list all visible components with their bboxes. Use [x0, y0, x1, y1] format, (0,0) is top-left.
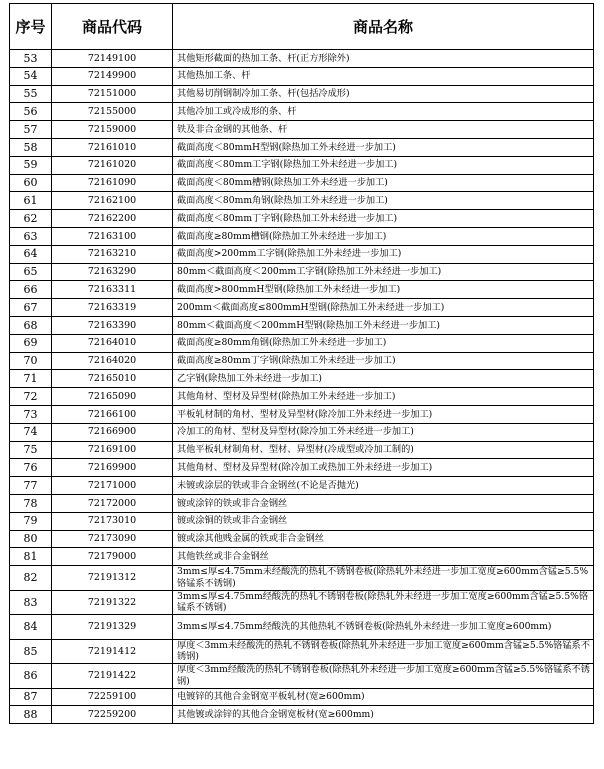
row-name: 3mm≤厚≤4.75mm未经酸洗的热轧不锈钢卷板(除热轧外未经进一步加工宽度≥600mm含锰≥5.5%铬锰系不锈钢)	[173, 566, 594, 591]
row-name: 截面高度＜80mm工字钢(除热加工外未经进一步加工)	[173, 156, 594, 174]
row-code: 72191329	[52, 615, 173, 640]
row-code: 72259100	[52, 688, 173, 706]
row-number: 61	[10, 192, 52, 210]
row-name: 镀或涂其他贱金属的铁或非合金钢丝	[173, 530, 594, 548]
row-name: 其他镀或涂锌的其他合金钢宽板材(宽≥600mm)	[173, 706, 594, 724]
commodity-table-wrapper	[9, 3, 594, 724]
table-row	[10, 423, 594, 441]
table-row	[10, 245, 594, 263]
row-code: 72173010	[52, 512, 173, 530]
table-row	[10, 67, 594, 85]
table-row	[10, 352, 594, 370]
row-code: 72179000	[52, 548, 173, 566]
row-number: 54	[10, 67, 52, 85]
row-name: 3mm≤厚≤4.75mm经酸洗的热轧不锈钢卷板(除热轧外未经进一步加工宽度≥600mm含锰≥5.5%铬锰系不锈钢)	[173, 590, 594, 615]
row-code: 72163390	[52, 316, 173, 334]
table-row	[10, 103, 594, 121]
row-code: 72163311	[52, 281, 173, 299]
row-number: 74	[10, 423, 52, 441]
row-number: 70	[10, 352, 52, 370]
row-code: 72191412	[52, 639, 173, 664]
commodity-table	[9, 3, 594, 724]
row-number: 57	[10, 121, 52, 139]
row-number: 84	[10, 615, 52, 640]
table-row	[10, 441, 594, 459]
table-row	[10, 548, 594, 566]
table-row	[10, 688, 594, 706]
table-row	[10, 299, 594, 317]
table-row	[10, 316, 594, 334]
row-number: 66	[10, 281, 52, 299]
row-name: 200mm＜截面高度≤800mmH型钢(除热加工外未经进一步加工)	[173, 299, 594, 317]
table-row	[10, 664, 594, 689]
table-row	[10, 512, 594, 530]
row-number: 63	[10, 227, 52, 245]
table-row	[10, 370, 594, 388]
row-name: 截面高度≥80mm丁字钢(除热加工外未经进一步加工)	[173, 352, 594, 370]
row-name: 乙字钢(除热加工外未经进一步加工)	[173, 370, 594, 388]
table-row	[10, 566, 594, 591]
row-number: 71	[10, 370, 52, 388]
row-code: 72191422	[52, 664, 173, 689]
row-number: 60	[10, 174, 52, 192]
header-name: 商品名称	[173, 4, 594, 50]
table-row	[10, 477, 594, 495]
row-name: 厚度＜3mm未经酸洗的热轧不锈钢卷板(除热轧外未经进一步加工宽度≥600mm含锰≥5.5%铬锰系不锈钢)	[173, 639, 594, 664]
table-row	[10, 227, 594, 245]
row-number: 80	[10, 530, 52, 548]
row-number: 82	[10, 566, 52, 591]
row-name: 其他角材、型材及异型材(除热加工外未经进一步加工)	[173, 388, 594, 406]
row-code: 72162200	[52, 210, 173, 228]
table-row	[10, 138, 594, 156]
row-name: 80mm＜截面高度＜200mm工字钢(除热加工外未经进一步加工)	[173, 263, 594, 281]
row-number: 87	[10, 688, 52, 706]
row-name: 其他平板轧材制角材、型材、异型材(冷成型或冷加工制的)	[173, 441, 594, 459]
table-row	[10, 334, 594, 352]
table-row	[10, 50, 594, 68]
table-row	[10, 615, 594, 640]
row-name: 其他热加工条、杆	[173, 67, 594, 85]
table-header-row	[10, 4, 594, 50]
row-number: 72	[10, 388, 52, 406]
row-code: 72163100	[52, 227, 173, 245]
row-code: 72172000	[52, 494, 173, 512]
row-number: 77	[10, 477, 52, 495]
row-number: 69	[10, 334, 52, 352]
row-code: 72169100	[52, 441, 173, 459]
row-code: 72191322	[52, 590, 173, 615]
row-name: 冷加工的角材、型材及异型材(除冷加工外未经进一步加工)	[173, 423, 594, 441]
row-code: 72151000	[52, 85, 173, 103]
row-name: 80mm＜截面高度＜200mmH型钢(除热加工外未经进一步加工)	[173, 316, 594, 334]
row-code: 72166900	[52, 423, 173, 441]
row-name: 其他铁丝或非合金钢丝	[173, 548, 594, 566]
row-code: 72169900	[52, 459, 173, 477]
row-name: 其他易切削钢制冷加工条、杆(包括冷成形)	[173, 85, 594, 103]
table-row	[10, 192, 594, 210]
row-code: 72164010	[52, 334, 173, 352]
row-number: 56	[10, 103, 52, 121]
row-code: 72149900	[52, 67, 173, 85]
row-code: 72163319	[52, 299, 173, 317]
row-name: 镀或涂锌的铁或非合金钢丝	[173, 494, 594, 512]
row-code: 72259200	[52, 706, 173, 724]
row-code: 72155000	[52, 103, 173, 121]
row-code: 72165090	[52, 388, 173, 406]
table-row	[10, 263, 594, 281]
row-code: 72165010	[52, 370, 173, 388]
row-name: 截面高度>800mmH型钢(除热加工外未经进一步加工)	[173, 281, 594, 299]
row-name: 铁及非合金钢的其他条、杆	[173, 121, 594, 139]
table-row	[10, 405, 594, 423]
row-code: 72163210	[52, 245, 173, 263]
table-row	[10, 388, 594, 406]
row-number: 64	[10, 245, 52, 263]
table-row	[10, 281, 594, 299]
row-name: 其他冷加工或冷成形的条、杆	[173, 103, 594, 121]
row-number: 88	[10, 706, 52, 724]
row-name: 截面高度＜80mmH型钢(除热加工外未经进一步加工)	[173, 138, 594, 156]
header-seq: 序号	[10, 4, 52, 50]
table-row	[10, 174, 594, 192]
row-code: 72159000	[52, 121, 173, 139]
row-number: 55	[10, 85, 52, 103]
row-code: 72161090	[52, 174, 173, 192]
row-name: 其他矩形截面的热加工条、杆(正方形除外)	[173, 50, 594, 68]
row-name: 其他角材、型材及异型材(除冷加工或热加工外未经进一步加工)	[173, 459, 594, 477]
table-row	[10, 459, 594, 477]
row-code: 72171000	[52, 477, 173, 495]
row-code: 72161010	[52, 138, 173, 156]
row-number: 85	[10, 639, 52, 664]
row-code: 72162100	[52, 192, 173, 210]
row-number: 78	[10, 494, 52, 512]
row-number: 67	[10, 299, 52, 317]
row-code: 72163290	[52, 263, 173, 281]
row-code: 72161020	[52, 156, 173, 174]
row-name: 截面高度＜80mm丁字钢(除热加工外未经进一步加工)	[173, 210, 594, 228]
row-number: 76	[10, 459, 52, 477]
row-name: 未镀或涂层的铁或非合金钢丝(不论是否抛光)	[173, 477, 594, 495]
row-code: 72149100	[52, 50, 173, 68]
row-name: 厚度＜3mm经酸洗的热轧不锈钢卷板(除热轧外未经进一步加工宽度≥600mm含锰≥5.5%铬锰系不锈钢)	[173, 664, 594, 689]
table-row	[10, 121, 594, 139]
table-row	[10, 156, 594, 174]
row-name: 3mm≤厚≤4.75mm经酸洗的其他热轧不锈钢卷板(除热轧外未经进一步加工宽度≥600mm)	[173, 615, 594, 640]
row-number: 68	[10, 316, 52, 334]
row-name: 平板轧材制的角材、型材及异型材(除冷加工外未经进一步加工)	[173, 405, 594, 423]
row-number: 79	[10, 512, 52, 530]
row-code: 72164020	[52, 352, 173, 370]
table-row	[10, 494, 594, 512]
row-code: 72166100	[52, 405, 173, 423]
row-code: 72173090	[52, 530, 173, 548]
table-row	[10, 590, 594, 615]
row-name: 截面高度≥80mm角钢(除热加工外未经进一步加工)	[173, 334, 594, 352]
row-number: 73	[10, 405, 52, 423]
table-row	[10, 210, 594, 228]
row-name: 镀或涂铜的铁或非合金钢丝	[173, 512, 594, 530]
table-row	[10, 85, 594, 103]
row-number: 62	[10, 210, 52, 228]
row-number: 59	[10, 156, 52, 174]
row-number: 81	[10, 548, 52, 566]
row-number: 86	[10, 664, 52, 689]
row-code: 72191312	[52, 566, 173, 591]
header-code: 商品代码	[52, 4, 173, 50]
table-row	[10, 706, 594, 724]
table-body	[10, 50, 594, 724]
row-name: 电镀锌的其他合金钢宽平板轧材(宽≥600mm)	[173, 688, 594, 706]
row-name: 截面高度>200mm工字钢(除热加工外未经进一步加工)	[173, 245, 594, 263]
row-name: 截面高度≥80mm槽钢(除热加工外未经进一步加工)	[173, 227, 594, 245]
table-row	[10, 639, 594, 664]
row-number: 65	[10, 263, 52, 281]
row-number: 75	[10, 441, 52, 459]
row-number: 83	[10, 590, 52, 615]
row-number: 53	[10, 50, 52, 68]
row-name: 截面高度＜80mm槽钢(除热加工外未经进一步加工)	[173, 174, 594, 192]
row-name: 截面高度＜80mm角钢(除热加工外未经进一步加工)	[173, 192, 594, 210]
row-number: 58	[10, 138, 52, 156]
table-row	[10, 530, 594, 548]
